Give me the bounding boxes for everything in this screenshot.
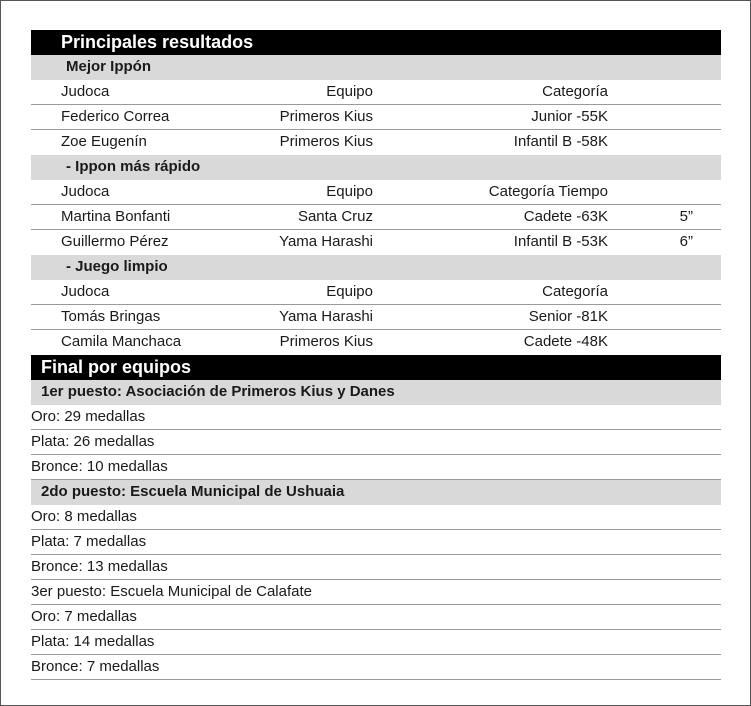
judoca-cell: Federico Correa bbox=[61, 108, 170, 125]
place-title-1: 1er puesto: Asociación de Primeros Kius y Danes bbox=[31, 380, 721, 405]
list-item: Oro: 7 medallas bbox=[31, 605, 721, 630]
categoria-cell: Infantil B -58K bbox=[513, 133, 608, 150]
list-item: Plata: 7 medallas bbox=[31, 530, 721, 555]
categoria-cell: Infantil B -53K bbox=[513, 233, 608, 250]
table-row bbox=[31, 230, 721, 255]
section-title-final-equipos: Final por equipos bbox=[31, 355, 721, 380]
col-categoria-tiempo-header: Categoría Tiempo bbox=[488, 183, 608, 200]
col-judoca-header: Judoca bbox=[61, 83, 110, 100]
categoria-cell: Cadete -48K bbox=[523, 333, 608, 350]
judoca-cell: Tomás Bringas bbox=[61, 308, 161, 325]
equipo-cell: Primeros Kius bbox=[279, 333, 373, 350]
table-row bbox=[31, 330, 721, 355]
table-row bbox=[31, 305, 721, 330]
judoca-cell: Zoe Eugenín bbox=[61, 133, 147, 150]
group-title-mejor-ippon: Mejor Ippón bbox=[31, 55, 721, 80]
table-header-row bbox=[31, 280, 721, 305]
place-title-3: 3er puesto: Escuela Municipal de Calafate bbox=[31, 580, 721, 605]
results-content bbox=[31, 30, 721, 680]
judoca-cell: Camila Manchaca bbox=[61, 333, 182, 350]
judoca-cell: Guillermo Pérez bbox=[61, 233, 169, 250]
tiempo-cell: 6” bbox=[679, 233, 693, 250]
tiempo-cell: 5” bbox=[679, 208, 693, 225]
list-item: Bronce: 7 medallas bbox=[31, 655, 721, 680]
list-item: Plata: 26 medallas bbox=[31, 430, 721, 455]
col-categoria-header: Categoría bbox=[542, 283, 608, 300]
categoria-cell: Senior -81K bbox=[528, 308, 608, 325]
col-equipo-header: Equipo bbox=[326, 83, 373, 100]
list-item: Bronce: 13 medallas bbox=[31, 555, 721, 580]
group-title-juego-limpio: - Juego limpio bbox=[31, 255, 721, 280]
table-row bbox=[31, 130, 721, 155]
col-equipo-header: Equipo bbox=[326, 183, 373, 200]
equipo-cell: Primeros Kius bbox=[279, 133, 373, 150]
table-row bbox=[31, 205, 721, 230]
section-title-principales: Principales resultados bbox=[31, 30, 721, 55]
col-judoca-header: Judoca bbox=[61, 283, 110, 300]
equipo-cell: Yama Harashi bbox=[279, 308, 373, 325]
list-item: Bronce: 10 medallas bbox=[31, 455, 721, 480]
col-equipo-header: Equipo bbox=[326, 283, 373, 300]
equipo-cell: Primeros Kius bbox=[279, 108, 373, 125]
equipo-cell: Yama Harashi bbox=[279, 233, 373, 250]
col-judoca-header: Judoca bbox=[61, 183, 110, 200]
table-row bbox=[31, 105, 721, 130]
categoria-cell: Cadete -63K bbox=[523, 208, 608, 225]
group-title-ippon-rapido: - Ippon más rápido bbox=[31, 155, 721, 180]
table-header-row bbox=[31, 180, 721, 205]
categoria-cell: Junior -55K bbox=[531, 108, 608, 125]
judoca-cell: Martina Bonfanti bbox=[61, 208, 171, 225]
equipo-cell: Santa Cruz bbox=[297, 208, 373, 225]
col-categoria-header: Categoría bbox=[542, 83, 608, 100]
list-item: Oro: 29 medallas bbox=[31, 405, 721, 430]
table-header-row bbox=[31, 80, 721, 105]
place-title-2: 2do puesto: Escuela Municipal de Ushuaia bbox=[31, 480, 721, 505]
list-item: Plata: 14 medallas bbox=[31, 630, 721, 655]
list-item: Oro: 8 medallas bbox=[31, 505, 721, 530]
